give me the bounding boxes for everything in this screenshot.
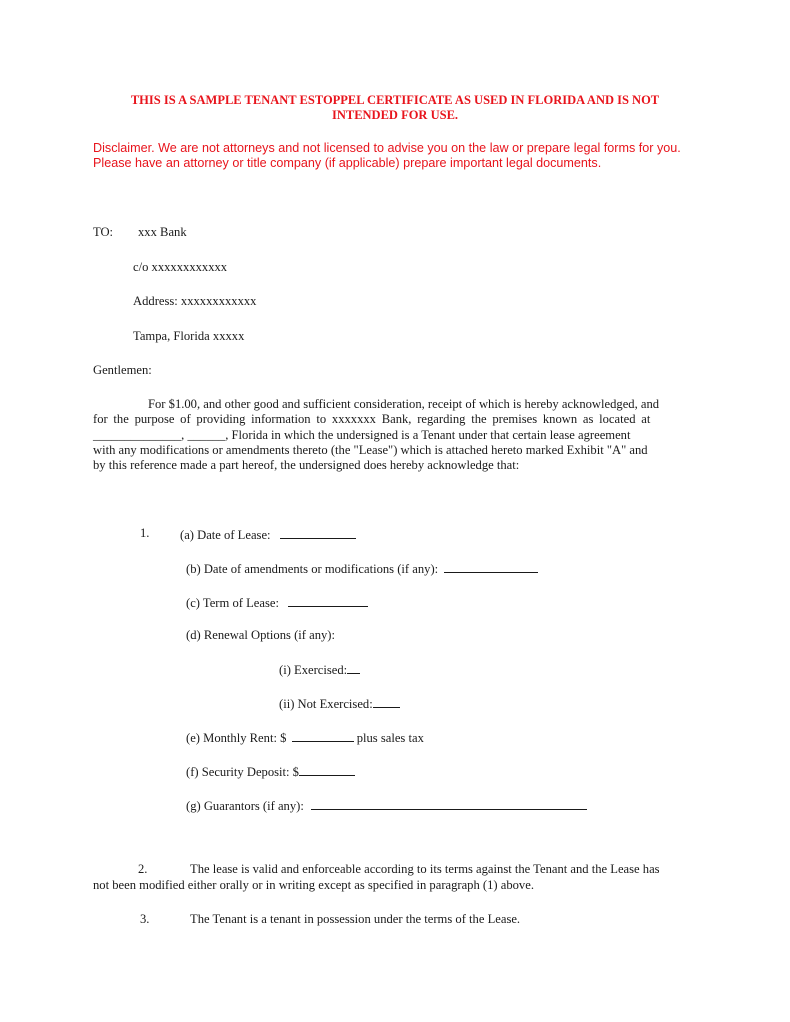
item-1b — [186, 560, 538, 577]
amendments-date-blank[interactable] — [444, 560, 538, 573]
address-line: Address: xxxxxxxxxxxx — [133, 294, 257, 308]
security-deposit-blank[interactable] — [299, 763, 355, 776]
care-of-line: c/o xxxxxxxxxxxx — [133, 260, 228, 274]
not-exercised-blank[interactable] — [373, 695, 400, 708]
item-3-number: 3. — [140, 912, 150, 926]
item-1-number: 1. — [140, 526, 150, 540]
disclaimer-line-2: Please have an attorney or title company (if applicable) prepare important legal documents. — [93, 156, 602, 170]
item-2-line-1: The lease is valid and enforceable according to its terms against the Tenant and the Lease has — [190, 862, 660, 876]
sample-warning-title — [110, 93, 680, 123]
monthly-rent-blank[interactable] — [292, 729, 354, 742]
monthly-rent-label: (e) Monthly Rent: $ — [186, 731, 287, 745]
item-1a — [180, 526, 356, 543]
exercised-blank[interactable] — [347, 661, 360, 674]
guarantors-blank[interactable] — [311, 797, 587, 810]
intro-line-4: with any modifications or amendments thereto (the "Lease") which is attached hereto marked Exhibit "A" and — [93, 443, 648, 457]
intro-line-5: by this reference made a part hereof, the undersigned does hereby acknowledge that: — [93, 458, 520, 472]
to-label: TO: — [93, 225, 114, 239]
item-1f — [186, 763, 355, 780]
not-exercised-label: (ii) Not Exercised: — [279, 697, 373, 711]
disclaimer-line-1: Disclaimer. We are not attorneys and not licensed to advise you on the law or prepare legal forms for you. — [93, 141, 681, 155]
city-line: Tampa, Florida xxxxx — [133, 329, 245, 343]
item-3-text: The Tenant is a tenant in possession under the terms of the Lease. — [190, 912, 521, 926]
date-of-lease-blank[interactable] — [280, 526, 356, 539]
term-of-lease-label: (c) Term of Lease: — [186, 596, 279, 610]
amendments-date-label: (b) Date of amendments or modifications (if any): — [186, 562, 439, 576]
item-1d-ii — [279, 695, 400, 712]
item-1c — [186, 594, 368, 611]
security-deposit-label: (f) Security Deposit: $ — [186, 765, 299, 779]
intro-line-2: for the purpose of providing information to xxxxxxx Bank, regarding the premises known as located at — [93, 412, 651, 426]
sample-warning-line-1: THIS IS A SAMPLE TENANT ESTOPPEL CERTIFICATE AS USED IN FLORIDA AND IS NOT — [130, 93, 660, 107]
guarantors-label: (g) Guarantors (if any): — [186, 799, 304, 813]
plus-sales-tax-text: plus sales tax — [356, 731, 424, 745]
to-value: xxx Bank — [138, 225, 187, 239]
exercised-label: (i) Exercised: — [279, 663, 348, 677]
item-2-number: 2. — [138, 862, 148, 876]
item-1g — [186, 797, 587, 814]
salutation: Gentlemen: — [93, 363, 152, 377]
intro-line-1: For $1.00, and other good and sufficient consideration, receipt of which is hereby acknowledged, and — [148, 397, 660, 411]
date-of-lease-label: (a) Date of Lease: — [180, 528, 271, 542]
item-1d: (d) Renewal Options (if any): — [186, 628, 335, 642]
term-of-lease-blank[interactable] — [288, 594, 368, 607]
item-1d-i — [279, 661, 360, 678]
item-2-line-2: not been modified either orally or in writing except as specified in paragraph (1) above. — [93, 878, 534, 892]
sample-warning-line-2: INTENDED FOR USE. — [331, 108, 459, 122]
item-1e — [186, 729, 424, 746]
intro-line-3: ______________, ______, Florida in which the undersigned is a Tenant under that certain lease agreement — [93, 428, 631, 442]
disclaimer — [93, 141, 713, 171]
